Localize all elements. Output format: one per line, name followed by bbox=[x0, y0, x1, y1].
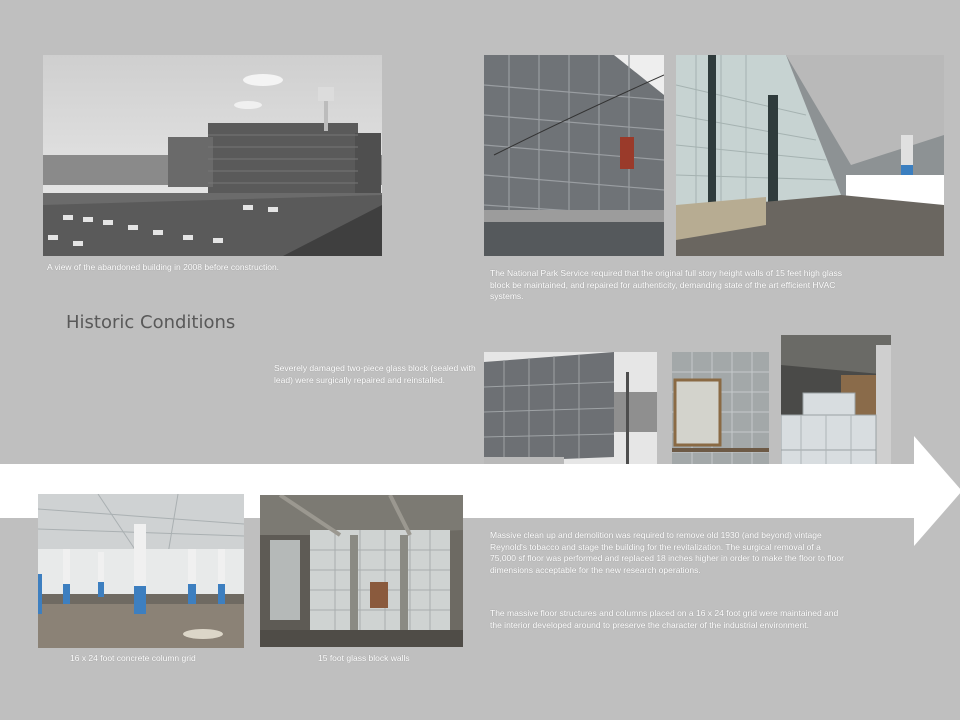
caption-glass-block-walls: The National Park Service required that the original full story height walls of 15 feet high glass block be maintained, and repaired for authenticity, demanding state of the art efficient HVAC systems. bbox=[490, 268, 842, 301]
caption-exterior-2008: A view of the abandoned building in 2008 before construction. bbox=[47, 262, 280, 272]
photo-glass-block-walls bbox=[260, 495, 463, 647]
caption-glass-block-repair: Severely damaged two-piece glass block (sealed with lead) were surgically repaired and reinstalled. bbox=[274, 363, 476, 385]
photo-exterior-2008 bbox=[43, 55, 382, 256]
photo-damaged-glass-block bbox=[672, 352, 769, 481]
caption-floor-structures: The massive floor structures and columns placed on a 16 x 24 foot grid were maintained and the interior developed around to preserve the character of the industrial environment. bbox=[490, 608, 839, 630]
photo-glass-block-facade bbox=[484, 55, 664, 256]
page-title: Historic Conditions bbox=[66, 312, 236, 333]
photo-building-exterior bbox=[484, 352, 657, 481]
arrow-right-icon bbox=[914, 436, 960, 546]
caption-glass-walls-interior: 15 foot glass block walls bbox=[318, 653, 410, 663]
photo-column-grid bbox=[38, 494, 244, 648]
photo-repaired-glass-block bbox=[781, 335, 891, 481]
caption-column-grid: 16 x 24 foot concrete column grid bbox=[70, 653, 196, 663]
photo-interior-glass-wall bbox=[676, 55, 944, 256]
caption-demolition: Massive clean up and demolition was required to remove old 1930 (and beyond) vintage Reynold's tobacco and stage the building for the revitalization. The surgical removal of a 75,000 sf floor was performed and replaced 18 inches higher in order to make the floor to floor dimensions acceptable for the new research operations. bbox=[490, 530, 844, 575]
